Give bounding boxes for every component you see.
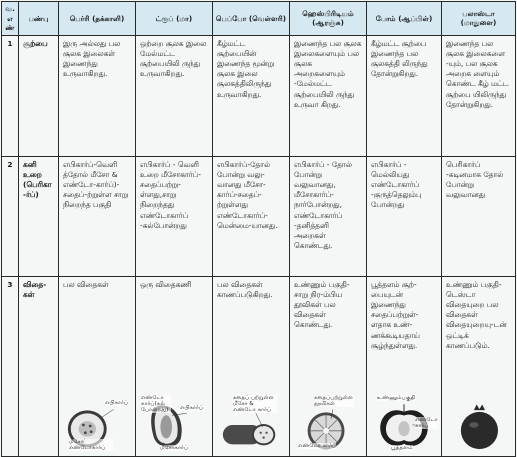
cell-text: ஒரு விதைகணி <box>140 279 192 289</box>
mango-illustration <box>140 395 208 453</box>
cell-drupe: ஒற்றை சூலக இலை மேல்மட்ட சூற்பையிலி ருந்து உருவாகிறது. <box>136 35 213 156</box>
cell-hesperidium <box>290 276 367 456</box>
cell-drupe: எபிகார்ப் - வெளி உறை மீசோகார்ப்-சதைப்பற்று-ள்ளது,சாறு நிறைந்தது எண்டோகார்ப் -கல்போன்றது <box>136 156 213 276</box>
pomegranate-illustration <box>446 395 511 453</box>
cell-pepo: கீழ்மட்ட சூற்பையின் இணைந்த மூன்று சூலக இலை சூலகத்திலிருந்து உருவாகிறது. <box>213 35 290 156</box>
row-number: 3 <box>2 276 19 456</box>
label-apple-thalamus: பூத்தளம் <box>391 444 413 451</box>
cell-berry: எபிகார்ப்-வெளி த்தோல் மீசோ & எண்டோ-கார்ப்)-சதைப்-ற்றுள்ள சாறு நிறைந்த பகுதி <box>59 156 136 276</box>
cell-pome <box>367 276 442 456</box>
header-hesperidium: ஹெஸ்பிரிடியம் (ஆரஞ்சு) <box>290 2 367 36</box>
cell-text: பூத்தளம் சூற்-பையுடன் இணைந்து சதைப்பற்றுள்-ளதாக உண்-ணக்கூடியதாய் சூழ்ந்துள்ளது. <box>371 279 420 350</box>
cell-text: உண்ணும் பகுதி-சாறு நிர-ம்பிய தூவிகள் பல விதைகள் கொண்டது. <box>294 279 350 330</box>
header-trait: பண்பு <box>19 2 59 36</box>
header-pepo: பெப்போ (வெள்ளரி) <box>213 2 290 36</box>
row-number: 2 <box>2 156 19 276</box>
header-serial: வ. எண் <box>2 2 19 36</box>
fruit-types-table <box>1 1 516 457</box>
cell-pepo <box>213 276 290 456</box>
label-epicarp: எபிகார்ப் <box>105 399 129 406</box>
row-trait: கனி உறை (பெரிகா-ர்ப்) <box>19 156 59 276</box>
table-row <box>2 156 516 276</box>
label-mango-mesocarp: மீசோகார்ப் <box>160 444 189 451</box>
table-row <box>2 35 516 156</box>
cell-balausta <box>442 276 516 456</box>
header-balausta: பலாஸ்டா (மாதுளை) <box>442 2 516 36</box>
pomegranate-image <box>446 395 511 453</box>
label-meso-endocarp: மீசோ எண்டோகார்ப் <box>69 439 113 451</box>
table-header-row <box>2 2 516 36</box>
label-orange-endocarp: எண்டோ கார்ப் <box>298 442 337 449</box>
table-row <box>2 276 516 456</box>
label-apple-endocarp: எண்டோ கார்ப் <box>415 416 438 429</box>
cell-drupe <box>136 276 213 456</box>
cell-text: பல விதைகள் காணப்படுகிறது. <box>217 279 273 299</box>
cell-text: பல விதைகள் <box>63 279 109 289</box>
cell-pepo: எபிகார்ப்-தோல் போன்று வலு-வானது மீசோ-கார்ப்-சதைப்-ற்றுள்ளது எண்டோகார்ப்-மென்மை-யானது. <box>213 156 290 276</box>
orange-illustration <box>294 395 362 453</box>
cell-hesperidium: எபிகார்ப் - தோல் போன்று வலுவானது, மீசோகார்ப்-நார்போன்றது, எண்டோகார்ப் -தனித்தனி அறைகள் கொண்டது. <box>290 156 367 276</box>
cell-text: உண்ணும் பகுதி-டெஸ்டா விதையுறை பல விதைகள் விதையுறையு-டன் ஒட்டிக் காணப்படும். <box>446 279 507 350</box>
cell-berry <box>59 276 136 456</box>
label-mango-endocarp: எண்டோ கார்ப்(கல் போன்றது) <box>141 395 171 414</box>
label-mango-epicarp: எபிகார்ப் <box>180 404 204 411</box>
cucumber-illustration <box>217 395 285 453</box>
cell-pome: கீழ்மட்ட சூற்பை இணைந்த பல சூலகத்தி லிருந்து தோன்றுகிறது. <box>367 35 442 156</box>
row-number: 1 <box>2 35 19 156</box>
tomato-illustration <box>63 395 131 453</box>
header-drupe: ட்ரூப் (மா) <box>136 2 213 36</box>
cell-balausta: பெரிகார்ப் -கடினமாக தோல் போன்று வலுவானது <box>442 156 516 276</box>
cell-pome: எபிகார்ப் - மெல்லியது எண்டோகார்ப் -குருத்தெலும்பு போன்றது <box>367 156 442 276</box>
apple-illustration <box>371 395 437 453</box>
cell-berry: இரு அல்லது பல சூலக இலைகள் இணைந்து உருவாகிறது. <box>59 35 136 156</box>
cell-balausta: இணைந்த பல சூலக இலைகளை -யும், பல சூலக அறைக ளையும் கொண்ட கீழ் மட்ட சூற்பை யிலிருந்து தோன்றுகிறது. <box>442 35 516 156</box>
row-trait: விதை-கள் <box>19 276 59 456</box>
header-pome: போம் (ஆப்பிள்) <box>367 2 442 36</box>
label-cucumber-fleshy: சதைப் பற்றுள்ள மீசோ & எண்டோ கார்ப் <box>233 395 277 414</box>
label-apple-edible: உண்ணும்பகுதி <box>377 394 416 401</box>
row-trait: சூற்பை <box>19 35 59 156</box>
header-berry: பெர்ரி (தக்காளி) <box>59 2 136 36</box>
label-orange-juicy-hairs: சதைப்பற்றுள்ள தூவிகள் <box>314 394 353 407</box>
cell-hesperidium: இணைந்த பல சூலக இலைகளையும் பல சூலக அறைகளையும் -மேல்மட்ட சூற்பையிலி ருந்து உருவா கிறது. <box>290 35 367 156</box>
